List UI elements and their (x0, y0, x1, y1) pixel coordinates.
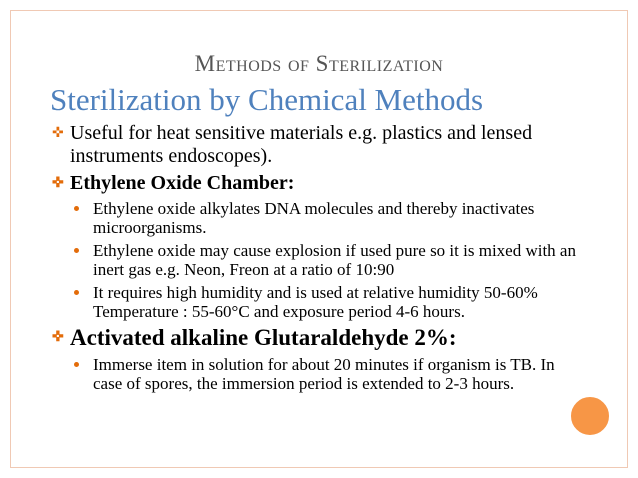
sub-bullet-item (70, 283, 580, 321)
slide-title: Methods of Sterilization (194, 51, 444, 76)
bullet-icon: ✜ (52, 176, 64, 191)
sub-bullet-item (70, 199, 580, 237)
sub-bullet-text: Ethylene oxide may cause explosion if used pure so it is mixed with an inert gas e.g. Neon, Freon at a ratio of 10:90 (93, 241, 576, 279)
dot-icon (74, 206, 79, 211)
bullet-text: Useful for heat sensitive materials e.g. plastics and lensed instruments endoscopes). (70, 122, 533, 167)
bullet-text: Activated alkaline Glutaraldehyde 2%: (70, 325, 457, 350)
dot-icon (74, 362, 79, 367)
decorative-circle-icon (569, 395, 611, 437)
bullet-heading (50, 172, 580, 195)
dot-icon (74, 290, 79, 295)
slide-content (50, 122, 580, 397)
dot-icon (74, 248, 79, 253)
bullet-icon: ✜ (52, 330, 64, 345)
bullet-icon: ✜ (52, 126, 64, 141)
sub-bullet-text: Ethylene oxide alkylates DNA molecules and thereby inactivates microorganisms. (93, 199, 535, 237)
slide-subtitle: Sterilization by Chemical Methods (50, 82, 484, 117)
bullet-text: Ethylene Oxide Chamber: (70, 172, 295, 194)
bullet-item (50, 122, 580, 168)
bullet-heading (50, 325, 580, 351)
sub-bullet-text: It requires high humidity and is used at relative humidity 50-60% Temperature : 55-60°C and exposure period 4-6 hours. (93, 283, 538, 321)
sub-bullet-item (70, 355, 580, 393)
sub-bullet-text: Immerse item in solution for about 20 minutes if organism is TB. In case of spores, the immersion period is extended to 2-3 hours. (93, 355, 555, 393)
sub-bullet-item (70, 241, 580, 279)
